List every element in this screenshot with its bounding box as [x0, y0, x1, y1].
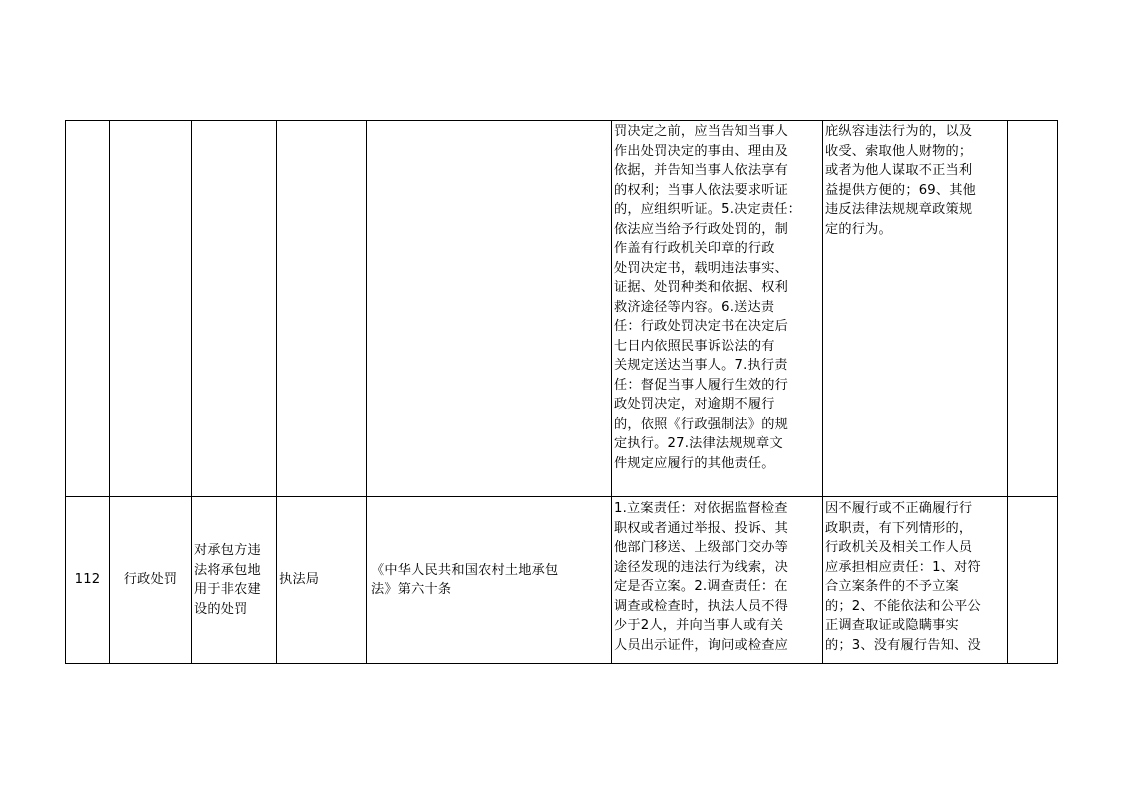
text-line: 应承担相应责任：1、对符: [825, 559, 981, 575]
text-line: 违反法律法规规章政策规: [825, 202, 973, 217]
text-line: 七日内依照民事诉讼法的有: [614, 338, 775, 354]
text-line: 少于2人，并向当事人或有关: [614, 618, 784, 633]
col-border: [191, 120, 192, 664]
col-border: [822, 120, 823, 664]
text-line: 的权利；当事人依法要求听证: [614, 182, 789, 198]
department-cell: [279, 497, 366, 663]
text-line: 合立案条件的不予立案: [825, 579, 959, 594]
text-line: 的，依照《行政强制法》的规: [614, 416, 789, 432]
col-border: [611, 120, 612, 664]
text-line: 作盖有行政机关印章的行政: [614, 241, 775, 256]
text-line: 罚决定之前，应当告知当事人: [614, 124, 789, 139]
table-bottom-border: [65, 663, 1058, 664]
table-top-border: [65, 120, 1058, 121]
responsibility-cell: [614, 499, 821, 663]
text-line: 件规定应履行的其他责任。: [614, 455, 775, 471]
text-line: 定执行。27.法律法规规章文: [614, 436, 783, 451]
text-line: 收受、索取他人财物的；: [825, 143, 973, 159]
text-line: 用于非农建: [194, 582, 261, 597]
legal-basis-cell: [371, 497, 611, 663]
col-border: [1057, 120, 1058, 664]
text-line: 人员出示证件，询问或检查应: [614, 637, 789, 653]
text-line: 庇纵容违法行为的，以及: [825, 124, 973, 139]
remarks-cell: [1008, 497, 1057, 663]
text-line: 救济途径等内容。6.送达责: [614, 299, 775, 315]
text-line: 任：行政处罚决定书在决定后: [614, 319, 789, 334]
text-line: 他部门移送、上级部门交办等: [614, 540, 789, 555]
text-line: 任：督促当事人履行生效的行: [614, 377, 789, 393]
text-line: 证据、处罚种类和依据、权利: [614, 280, 789, 295]
text-line: 作出处罚决定的事由、理由及: [614, 143, 789, 159]
table: [65, 120, 1058, 664]
text-line: 定是否立案。2.调查责任：在: [614, 579, 788, 594]
text-line: 依据，并告知当事人依法享有: [614, 163, 789, 178]
text-line: 的，应组织听证。5.决定责任：: [614, 202, 802, 217]
text-line: 法》第六十条: [371, 582, 452, 597]
item-name-cell: [194, 497, 276, 663]
text-line: 正调查取证或隐瞒事实: [825, 618, 959, 633]
text-line: 行政机关及相关工作人员: [825, 540, 973, 555]
text-line: 设的处罚: [194, 601, 248, 617]
department-text: 执法局: [279, 572, 320, 588]
category-cell: [110, 497, 191, 663]
category-text: 行政处罚: [123, 572, 178, 588]
text-line: 法将承包地: [194, 562, 261, 578]
row-number-cell: [66, 497, 109, 663]
text-line: 依法应当给予行政处罚的，制: [614, 221, 789, 237]
row-number: 112: [74, 572, 101, 588]
text-line: 关规定送达当事人。7.执行责: [614, 358, 788, 373]
text-line: 调查或检查时，执法人员不得: [614, 598, 789, 614]
text-line: 职权或者通过举报、投诉、其: [614, 520, 789, 536]
text-line: 1.立案责任：对依据监督检查: [614, 501, 788, 516]
text-line: 或者为他人谋取不正当利: [825, 163, 973, 178]
accountability-cell-continued: [825, 122, 1006, 494]
col-border: [366, 120, 367, 664]
text-line: 因不履行或不正确履行行: [825, 501, 973, 516]
responsibility-cell-continued: [614, 122, 821, 494]
text-line: 的；2、不能依法和公平公: [825, 598, 981, 614]
text-line: 途径发现的违法行为线索，决: [614, 559, 789, 575]
text-line: 定的行为。: [825, 221, 892, 237]
text-line: 益提供方便的；69、其他: [825, 182, 977, 198]
text-line: 政处罚决定，对逾期不履行: [614, 397, 775, 412]
text-line: 的；3、没有履行告知、没: [825, 637, 981, 653]
text-line: 对承包方违: [194, 543, 261, 558]
col-border: [276, 120, 277, 664]
text-line: 处罚决定书，载明违法事实、: [614, 260, 789, 276]
accountability-cell: [825, 499, 1006, 663]
text-line: 政职责，有下列情形的，: [825, 520, 973, 536]
text-line: 《中华人民共和国农村土地承包: [371, 562, 559, 578]
